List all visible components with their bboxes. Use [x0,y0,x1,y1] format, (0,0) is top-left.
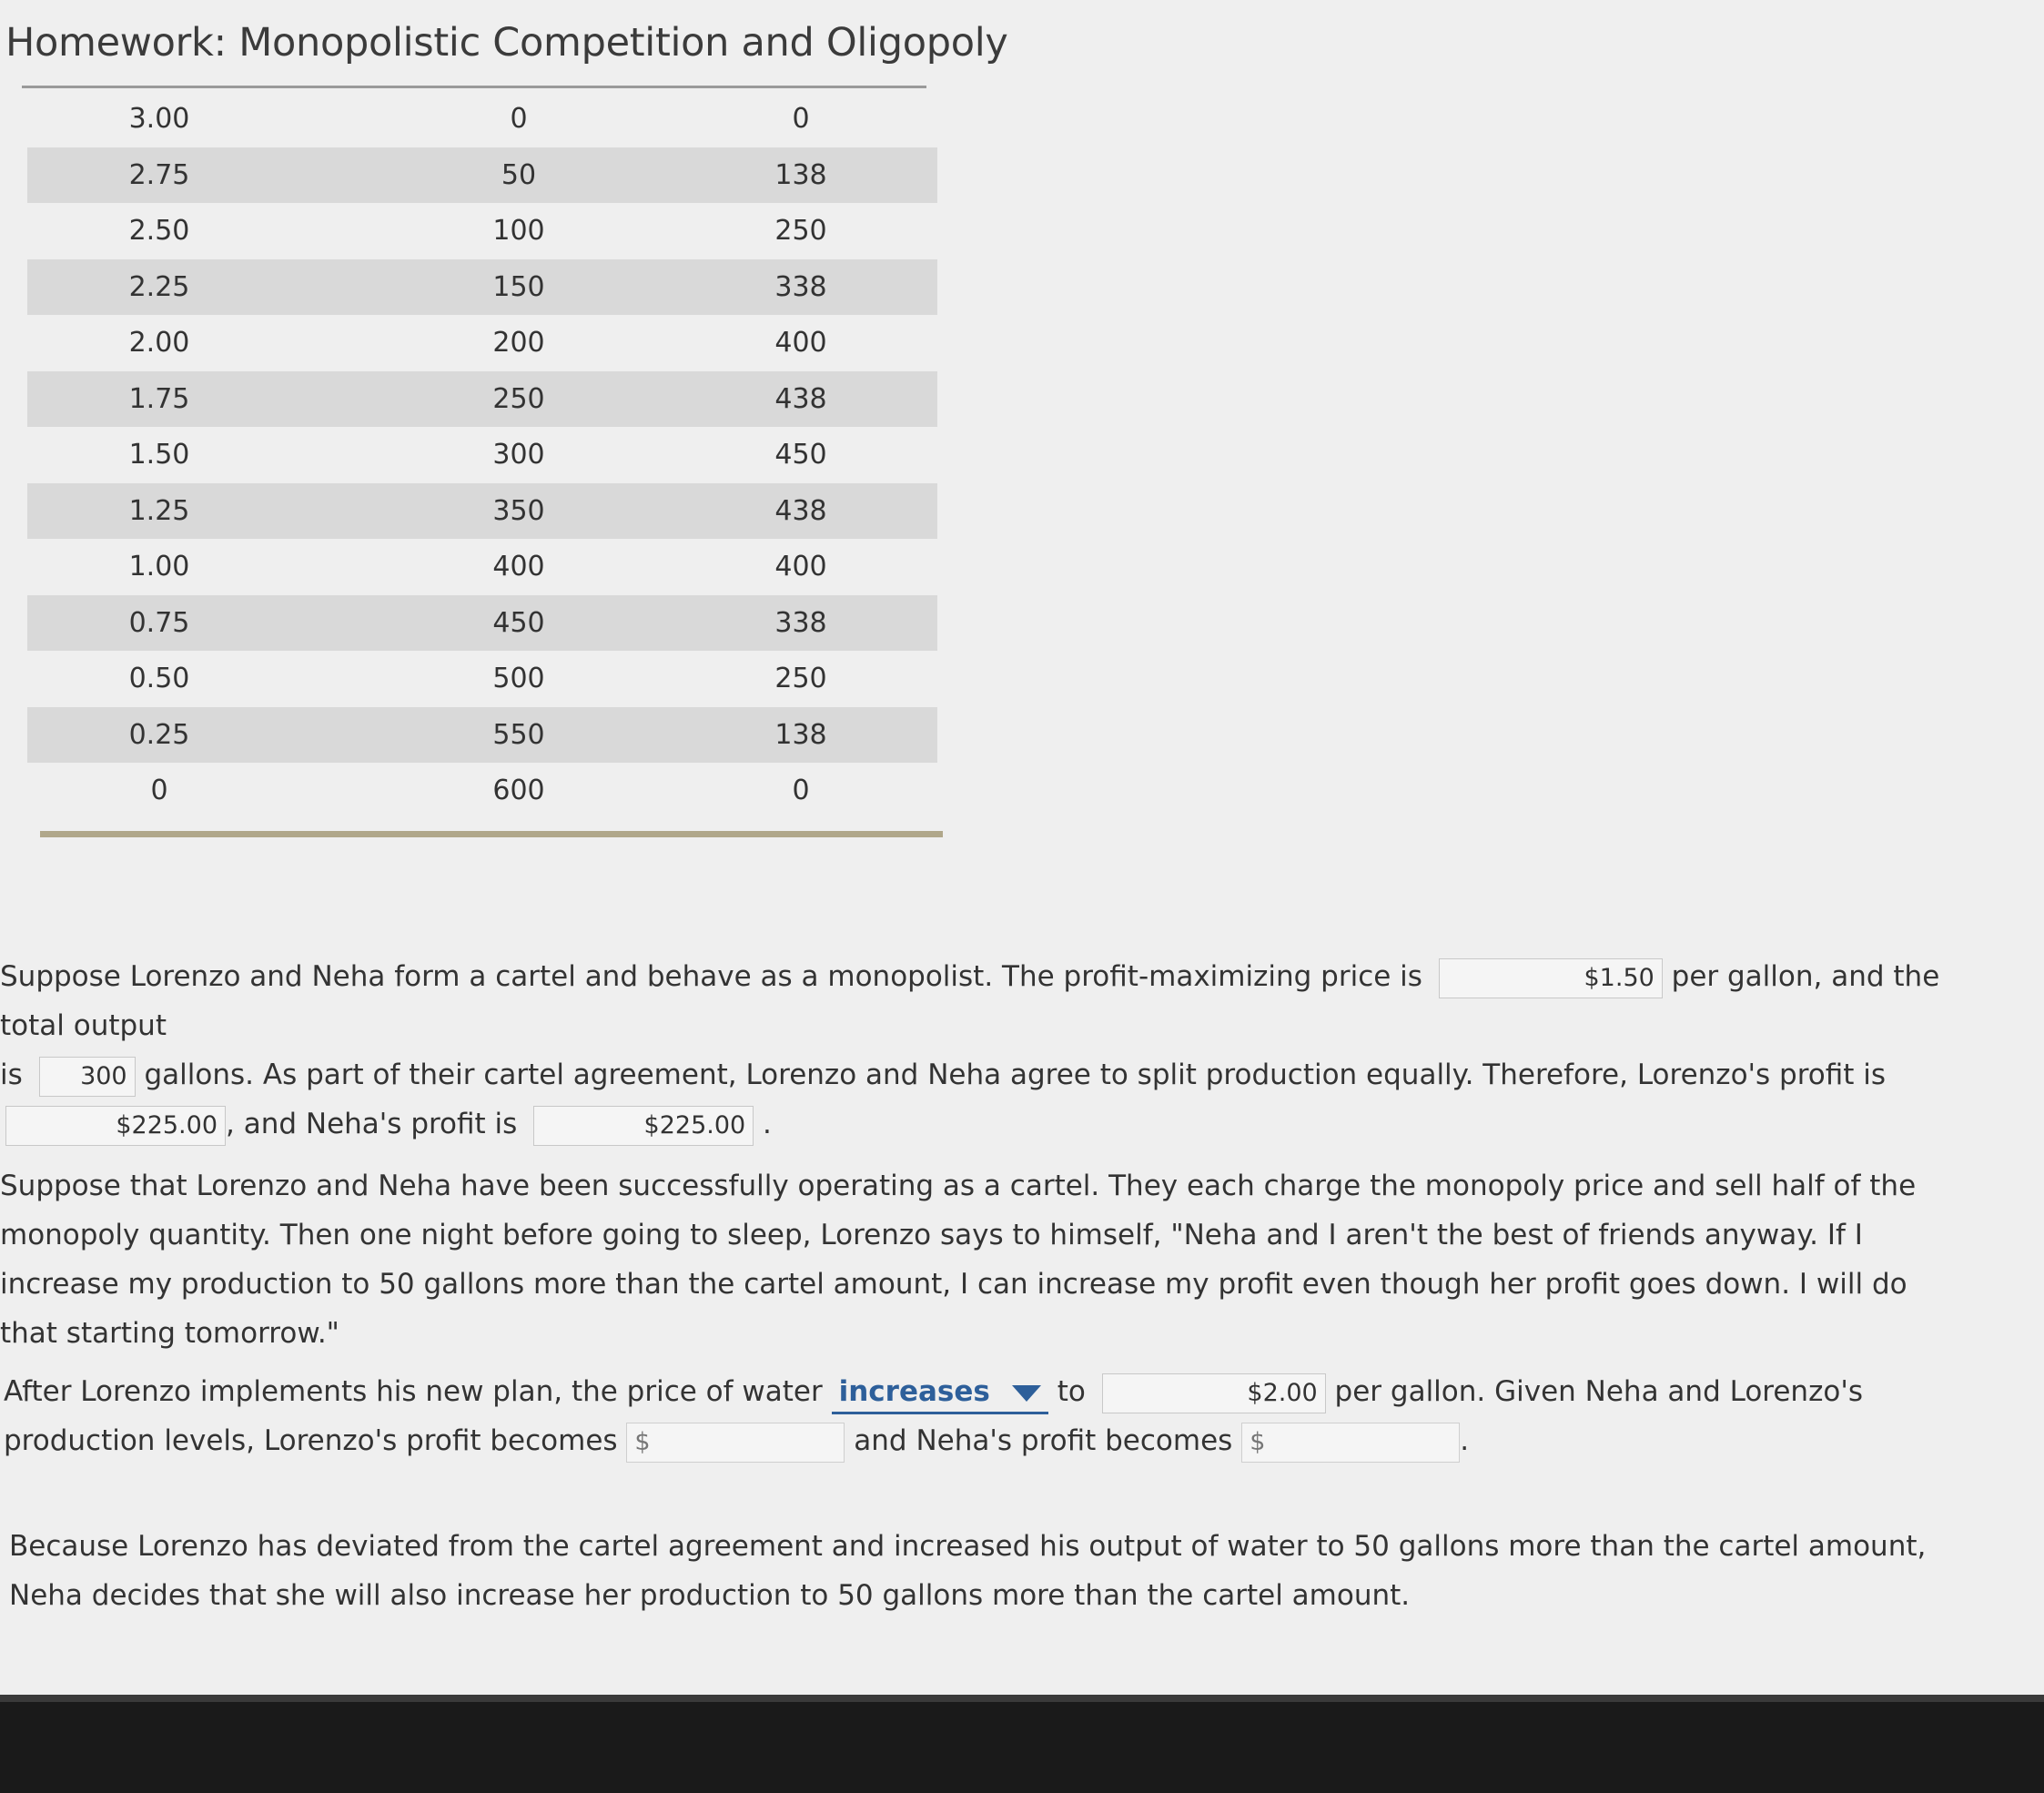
quantity-cell: 450 [373,595,664,652]
revenue-cell: 138 [664,147,937,204]
price-cell: 1.00 [128,551,190,583]
table-row [27,763,937,819]
cartel-question [0,952,2002,1149]
q3-text-1: After Lorenzo implements his new plan, the price of water [4,1375,823,1408]
price-cell: 2.50 [128,215,190,248]
q3-text-5: . [1460,1424,1470,1457]
q1-text-5: , and Neha's profit is [226,1108,518,1140]
q1-text-1: Suppose Lorenzo and Neha form a cartel and behave as a monopolist. The profit-maximizing price is [0,960,1422,993]
q3-text-3: per gallon. Given Neha and Lorenzo's production levels, Lorenzo's profit becomes [4,1375,1863,1457]
table-row [27,651,937,707]
revenue-cell: 400 [774,327,827,360]
chevron-down-icon [1012,1385,1041,1402]
q1-text-2: per gallon, and the total output [0,960,1940,1042]
table-bottom-rule [40,831,943,837]
table-row [27,315,937,371]
total-output-field[interactable]: 300 [39,1057,136,1097]
page-title: Homework: Monopolistic Competition and Oligopoly [5,20,1008,66]
q3-text-4: and Neha's profit becomes [854,1424,1233,1457]
quantity-cell: 350 [373,483,664,540]
revenue-cell: 450 [774,439,827,471]
revenue-cell: 250 [774,663,827,695]
table-row [27,91,937,147]
neha-response-paragraph: Because Lorenzo has deviated from the cartel agreement and increased his output of water to 50 gallons more than the cartel amount, Neha decides that she will also increase her production to 50 gallons more than the cartel amount. [9,1530,1927,1612]
revenue-cell: 138 [664,707,937,764]
deviation-paragraph: Suppose that Lorenzo and Neha have been successfully operating as a cartel. They each charge the monopoly price and sell half of the monopoly quantity. Then one night before going to sleep, Lorenzo says to himself, "Neha and I aren't the best of friends anyway. If I increase my production to 50 gallons more than the cartel amount, I can increase my profit even though her profit goes down. I will do that starting tomorrow." [0,1170,1917,1350]
price-cell: 2.00 [128,327,190,360]
neha-new-profit-field[interactable] [1241,1423,1460,1463]
lorenzo-new-profit-field[interactable] [626,1423,845,1463]
q1-text-4: gallons. As part of their cartel agreement, Lorenzo and Neha agree to split production equally. Therefore, Lorenzo's profit is [144,1059,1887,1091]
quantity-cell: 0 [510,103,528,136]
quantity-cell: 250 [373,371,664,428]
price-cell: 0.50 [128,663,190,695]
q3-text-2: to [1057,1375,1086,1408]
table-row [27,539,937,595]
quantity-cell: 50 [373,147,664,204]
table-row [27,707,937,764]
lorenzo-profit-field[interactable]: $225.00 [5,1106,226,1146]
table-row [27,427,937,483]
table-row [27,595,937,652]
quantity-cell: 600 [492,775,545,807]
price-cell: 0.75 [27,595,373,652]
price-direction-value: increases [838,1375,990,1408]
revenue-cell: 400 [774,551,827,583]
table-row [27,259,937,316]
q1-text-6: . [763,1108,772,1140]
table-row [27,483,937,540]
table-row [27,147,937,204]
price-cell: 0 [150,775,168,807]
price-cell: 2.75 [27,147,373,204]
demand-schedule-table [27,91,937,819]
quantity-cell: 500 [492,663,545,695]
profit-maximizing-price-field[interactable]: $1.50 [1439,958,1663,998]
revenue-cell: 438 [664,371,937,428]
price-cell: 1.75 [27,371,373,428]
price-cell: 0.25 [27,707,373,764]
currency-symbol: $ [634,1427,651,1456]
quantity-cell: 150 [373,259,664,316]
currency-symbol: $ [1250,1427,1266,1456]
price-cell: 2.25 [27,259,373,316]
neha-profit-field[interactable]: $225.00 [533,1106,754,1146]
screen-bezel [0,1702,2044,1793]
revenue-cell: 338 [664,595,937,652]
table-top-rule [22,86,926,88]
revenue-cell: 338 [664,259,937,316]
table-row [27,203,937,259]
new-price-field[interactable]: $2.00 [1102,1373,1326,1413]
quantity-cell: 300 [492,439,545,471]
revenue-cell: 0 [792,775,810,807]
quantity-cell: 550 [373,707,664,764]
table-row [27,371,937,428]
quantity-cell: 400 [492,551,545,583]
revenue-cell: 0 [792,103,810,136]
after-deviation-question [4,1367,2006,1465]
q1-text-3: is [0,1059,23,1091]
screen-bezel-edge [0,1695,2044,1702]
price-direction-dropdown[interactable] [832,1372,1048,1414]
quantity-cell: 200 [492,327,545,360]
price-cell: 3.00 [128,103,190,136]
quantity-cell: 100 [492,215,545,248]
price-cell: 1.25 [27,483,373,540]
price-cell: 1.50 [128,439,190,471]
revenue-cell: 438 [664,483,937,540]
revenue-cell: 250 [774,215,827,248]
